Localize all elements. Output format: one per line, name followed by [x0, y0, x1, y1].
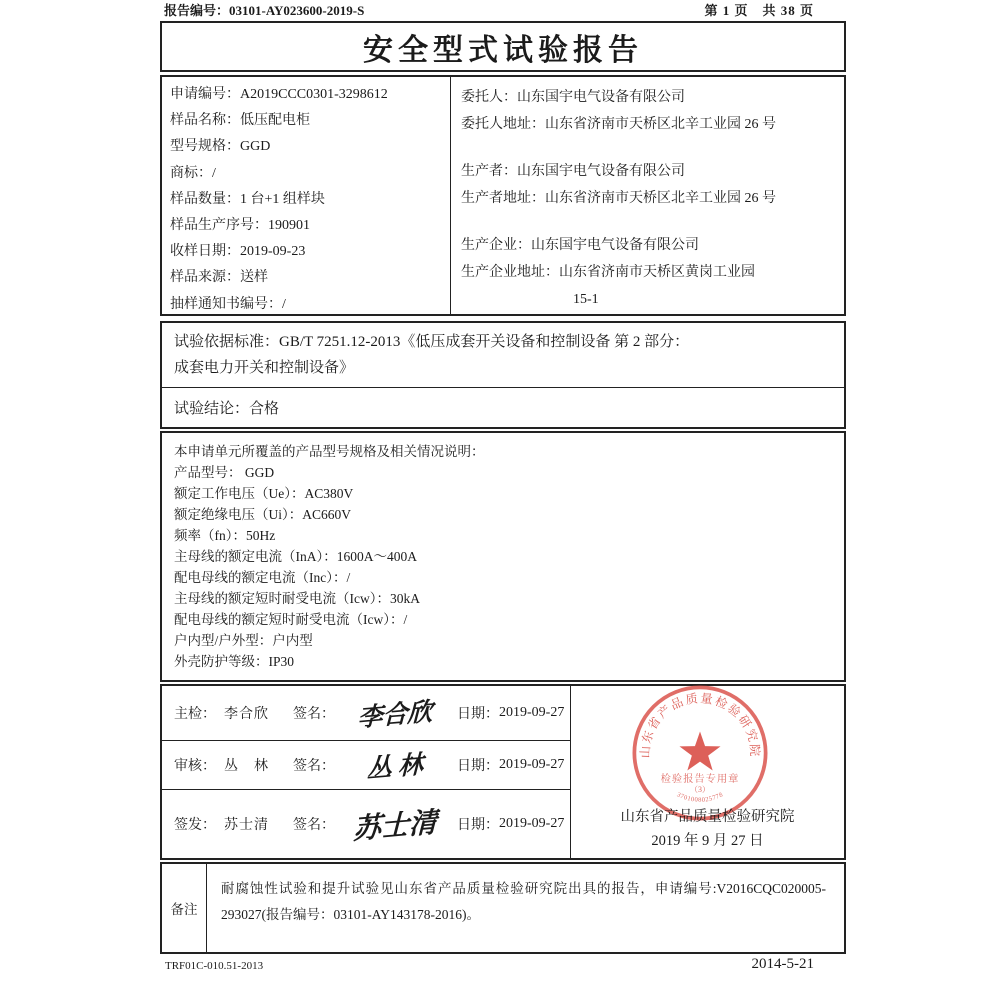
report-number [164, 3, 364, 19]
stamp-date: 2019 年 9 月 27 日 [651, 833, 764, 849]
signature-row-reviewer [162, 741, 570, 790]
page-indicator: 第 1 页 共 38 页 [704, 3, 814, 18]
test-standard [162, 323, 844, 388]
spec-line-ip-rating: 外壳防护等级：IP30 [174, 654, 295, 669]
date-value: 2019-09-27 [499, 816, 565, 831]
signature-label: 签名： [293, 759, 335, 774]
producer-name-line: 生产者：山东国宇电气设备有限公司 [461, 164, 685, 179]
info-line-receive-date: 收样日期：2019-09-23 [170, 244, 306, 260]
spec-line-dist-busbar-icw: 配电母线的额定短时耐受电流（Icw）：/ [174, 612, 408, 627]
spec-line-insulation-voltage: 额定绝缘电压（Ui）：AC660V [174, 507, 352, 522]
seal-center-text: 检验报告专用章 [660, 774, 740, 786]
test-conclusion: 试验结论：合格 [174, 401, 280, 417]
specs-section [160, 431, 846, 682]
date-label: 日期： [457, 759, 499, 774]
handwritten-signature: 丛 林 [366, 751, 424, 784]
role-label: 签发： [174, 818, 216, 833]
spec-line-rated-voltage: 额定工作电压（Ue）：AC380V [174, 486, 354, 501]
remark-text: 耐腐蚀性试验和提升试验见山东省产品质量检验研究院出具的报告，申请编号:V2016CQC020005-293027(报告编号：03101-AY143178-2016)。 [221, 881, 826, 922]
signer-name: 丛 林 [224, 759, 269, 774]
signature-row-chief-inspector [162, 686, 570, 741]
signature-rows [162, 686, 571, 858]
stamp-caption [571, 805, 844, 853]
remark-section [160, 862, 846, 954]
signer-name: 苏士清 [224, 818, 269, 833]
report-number-value: 03101-AY023600-2019-S [229, 3, 365, 18]
standard-conclusion-box [160, 321, 846, 429]
role-label: 主检： [174, 707, 216, 722]
page-header [160, 2, 846, 19]
seal-number: 3701008025778 [675, 791, 725, 804]
info-line-trademark: 商标：/ [170, 165, 216, 181]
spec-line-dist-busbar-current: 配电母线的额定电流（Inc）：/ [174, 570, 351, 585]
remark-label: 备注 [162, 864, 207, 952]
stamp-org-name: 山东省产品质量检验研究院 [620, 809, 795, 825]
producer-group [461, 158, 834, 212]
signer-name: 李合欣 [224, 707, 269, 722]
spec-line-frequency: 频率（fn）：50Hz [174, 528, 276, 543]
date-value: 2019-09-27 [499, 705, 565, 720]
signature-row-issuer [162, 790, 570, 858]
info-line-serial-no: 样品生产序号：190901 [170, 218, 310, 234]
seal-arc-text: 山东省产品质量检验研究院 [638, 691, 762, 759]
info-line-model-spec: 型号规格：GGD [170, 139, 271, 155]
manufacturer-group [461, 232, 834, 313]
stamp-cell [571, 686, 844, 858]
seal-sub-text: （3） [690, 784, 710, 794]
producer-address-line: 生产者地址：山东省济南市天桥区北辛工业园 26 号 [461, 191, 776, 206]
date-value: 2019-09-27 [499, 757, 565, 772]
role-label: 审核： [174, 759, 216, 774]
manufacturer-address-line: 生产企业地址：山东省济南市天桥区黄岗工业园 [461, 265, 755, 280]
info-line-sample-source: 样品来源：送样 [170, 270, 268, 286]
signature-label: 签名： [293, 818, 335, 833]
handwritten-signature: 苏士清 [352, 807, 438, 846]
date-label: 日期： [457, 818, 499, 833]
manufacturer-name-line: 生产企业：山东国宇电气设备有限公司 [461, 238, 699, 253]
info-table [160, 75, 846, 316]
report-title: 安全型式试验报告 [363, 33, 643, 67]
footer-doc-code: TRF01C-010.51-2013 [165, 960, 264, 972]
spec-line-product-model: 产品型号： GGD [174, 465, 275, 480]
test-standard-line2: 成套电力开关和控制设备》 [174, 360, 355, 376]
company-info-cell [451, 77, 844, 314]
info-line-sample-qty: 样品数量：1 台+1 组样块 [170, 191, 325, 207]
client-group [461, 84, 834, 138]
spec-heading: 本申请单元所覆盖的产品型号规格及相关情况说明： [174, 444, 485, 459]
date-label: 日期： [457, 707, 499, 722]
spec-line-indoor-outdoor: 户内型/户外型：户内型 [174, 633, 313, 648]
seal-star-icon [679, 731, 720, 770]
client-name-line: 委托人：山东国宇电气设备有限公司 [461, 90, 685, 105]
manufacturer-address-continuation: 15-1 [573, 292, 599, 307]
info-line-notice-no: 抽样通知书编号：/ [170, 296, 286, 312]
client-address-line: 委托人地址：山东省济南市天桥区北辛工业园 26 号 [461, 117, 776, 132]
report-number-label: 报告编号： [164, 3, 230, 18]
info-line-sample-name: 样品名称：低压配电柜 [170, 113, 310, 129]
title-box [160, 21, 846, 72]
report-content [160, 2, 846, 954]
footer-date: 2014-5-21 [751, 956, 814, 972]
test-standard-line1: 试验依据标准：GB/T 7251.12-2013《低压成套开关设备和控制设备 第 2 部分： [174, 334, 690, 350]
spec-line-main-busbar-icw: 主母线的额定短时耐受电流（Icw）：30kA [174, 591, 420, 606]
signature-table [160, 684, 846, 860]
signature-label: 签名： [293, 707, 335, 722]
info-line-application-no: 申请编号：A2019CCC0301-3298612 [170, 87, 388, 102]
sample-info-cell [162, 77, 451, 314]
handwritten-signature: 李合欣 [357, 698, 433, 733]
spec-line-main-busbar-current: 主母线的额定电流（InA）：1600A～400A [174, 549, 417, 564]
